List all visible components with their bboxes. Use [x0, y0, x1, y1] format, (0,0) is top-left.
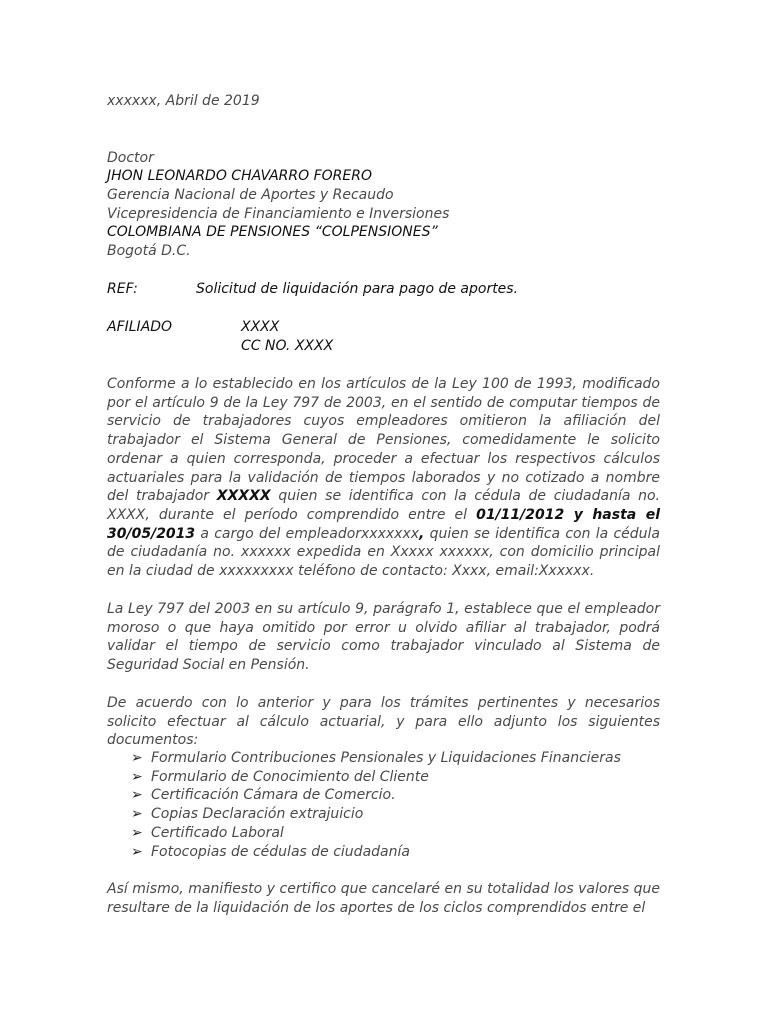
documents-list: [131, 749, 621, 861]
recipient-name: JHON LEONARDO CHAVARRO FORERO: [107, 168, 372, 184]
paragraph-request-part2: quien se identifica con la cédula de ciudadanía no. XXXX, durante el período comprendido entre el: [107, 488, 660, 523]
recipient-division: Vicepresidencia de Financiamiento e Inversiones: [107, 206, 450, 222]
paragraph-certify: Así mismo, manifiesto y certifico que cancelaré en su totalidad los valores que resultare de la liquidación de los aportes de los ciclos comprendidos entre el: [107, 881, 660, 916]
period-dates: 01/11/2012 y hasta el 30/05/2013: [107, 506, 660, 542]
arrow-bullet-icon: ➢: [131, 824, 143, 841]
list-item: ➢ Formulario Contribuciones Pensionales y Liquidaciones Financieras: [131, 750, 621, 766]
paragraph-request-part4: quien se identifica con la cédula de ciudadanía no. xxxxxx expedida en Xxxxx xxxxxx, con domicilio principal en la ciudad de xxxxxxxxx teléfono de contacto: Xxxx, email:Xxxxxx.: [107, 525, 660, 580]
reference-label: REF:: [107, 281, 138, 297]
arrow-bullet-icon: ➢: [131, 750, 143, 766]
list-item: ➢ Fotocopias de cédulas de ciudadanía: [131, 843, 410, 860]
affiliate-name: XXXX: [241, 319, 280, 335]
paragraph-request-part1: Conforme a lo establecido en los artículos de la Ley 100 de 1993, modificado por el artículo 9 de la Ley 797 de 2003, en el sentido de computar tiempos de servicio de trabajadores cuyos empleadores omitieron la afiliación del trabajador el Sistema General de Pensiones, comedidamente le solicito ordenar a quien corresponda, proceder a efectuar los respectivos cálculos actuariales para la validación de tiempos laborados y no cotizado a nombre del trabajador: [107, 376, 660, 505]
recipient-company: COLOMBIANA DE PENSIONES “COLPENSIONES”: [107, 224, 438, 240]
recipient-title: Doctor: [107, 150, 154, 166]
paragraph-documents-intro: De acuerdo con lo anterior y para los trámites pertinentes y necesarios solicito efectuar al cálculo actuarial, y para ello adjunto los siguientes documentos:: [107, 695, 660, 749]
arrow-bullet-icon: ➢: [131, 806, 143, 823]
recipient-city: Bogotá D.C.: [107, 243, 191, 259]
list-item: ➢ Certificación Cámara de Comercio.: [131, 787, 396, 804]
reference-text: Solicitud de liquidación para pago de aportes.: [196, 281, 519, 297]
affiliate-id: CC NO. XXXX: [241, 338, 334, 354]
paragraph-law: La Ley 797 del 2003 en su artículo 9, parágrafo 1, establece que el empleador moroso o que haya omitido por error u olvido afiliar al trabajador, podrá validar el tiempo de servicio como trabajador vinculado al Sistema de Seguridad Social en Pensión.: [107, 601, 660, 674]
arrow-bullet-icon: ➢: [131, 843, 143, 860]
list-item: ➢ Copias Declaración extrajuicio: [131, 806, 364, 823]
arrow-bullet-icon: ➢: [131, 787, 143, 804]
paragraph-request: [107, 375, 660, 581]
arrow-bullet-icon: ➢: [131, 768, 143, 785]
list-item: ➢ Certificado Laboral: [131, 824, 284, 841]
affiliate-label: AFILIADO: [107, 319, 173, 335]
worker-name: XXXXX: [216, 488, 271, 505]
comma-bold: ,: [419, 525, 425, 542]
recipient-department: Gerencia Nacional de Aportes y Recaudo: [107, 187, 394, 203]
place-date: xxxxxx, Abril de 2019: [107, 93, 260, 109]
list-item: ➢ Formulario de Conocimiento del Cliente: [131, 768, 429, 785]
paragraph-request-part3: a cargo del empleadorxxxxxxx: [195, 525, 420, 542]
